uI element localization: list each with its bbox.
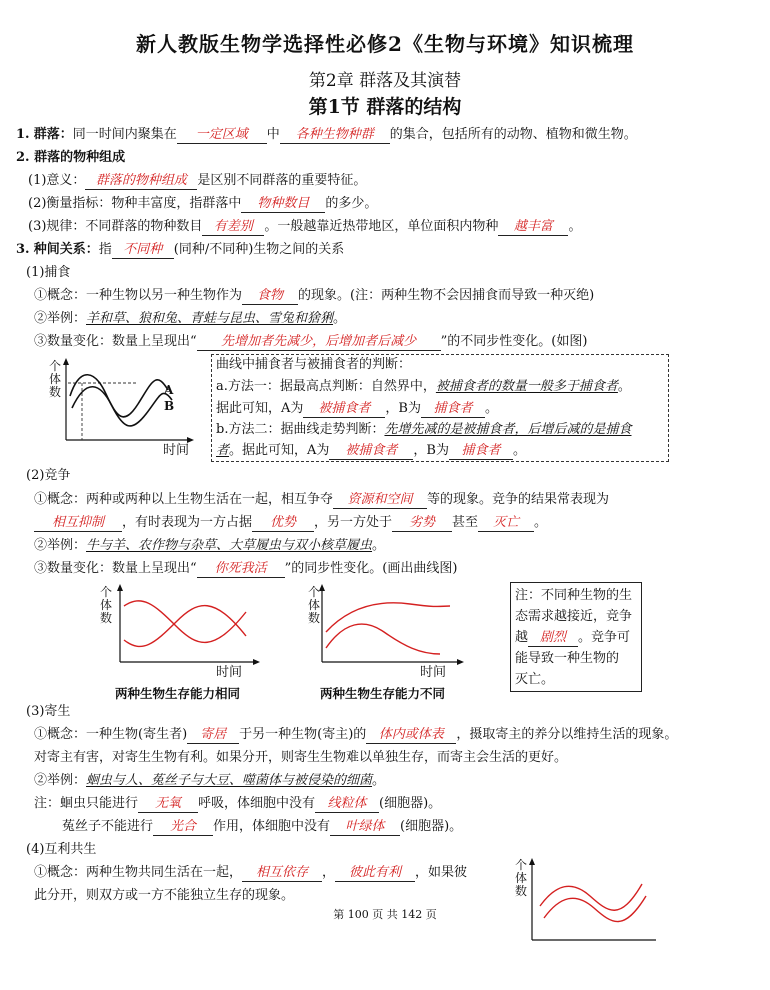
answer-blank: 不同种 — [112, 242, 174, 259]
parasitism-concept-2: 对寄主有害，对寄生生物有利。如果分开，则寄生生物难以单独生存，而寄主会生活的更好。 — [34, 750, 568, 765]
answer-blank: 彼此有利 — [335, 865, 415, 882]
predation-heading: (1)捕食 — [26, 265, 71, 280]
answer-blank: 被捕食者 — [303, 401, 385, 418]
predation-concept: ①概念：一种生物以另一种生物作为 食物 的现象。(注：两种生物不会因捕食而导致一种灭绝) — [34, 288, 595, 303]
answer-blank: 剧烈 — [528, 630, 578, 647]
graph-ylabel: 个 体 数 — [100, 585, 113, 625]
answer-blank: 先增加者先减少，后增加者后减少 — [197, 334, 441, 351]
answer-blank: 捕食者 — [449, 443, 513, 460]
graph-caption-different: 两种生物生存能力不同 — [320, 686, 446, 701]
answer-blank: 劣势 — [392, 515, 452, 532]
curve-b — [72, 387, 175, 426]
curve-a — [70, 375, 168, 417]
box-line5: 者。据此可知，A为 被捕食者 ，B为 捕食者 。 — [216, 443, 526, 458]
answer-blank: 资源和空间 — [333, 492, 427, 509]
curve-b-label: B — [164, 399, 175, 413]
q2-heading: 2. 群落的物种组成 — [16, 150, 126, 165]
graph-xlabel: 时间 — [216, 665, 243, 680]
answer-blank: 捕食者 — [421, 401, 485, 418]
answer-blank: 物种数目 — [241, 196, 325, 213]
q2-meaning: (1)意义： 群落的物种组成 是区别不同群落的重要特征。 — [28, 173, 367, 188]
answer-underline: 蛔虫与人、菟丝子与大豆、噬菌体与被侵染的细菌 — [86, 773, 373, 788]
competition-note: 注：不同种生物的生 态需求越接近，竞争 越 剧烈 。竞争可 能导致一种生物的 灭亡。 — [515, 588, 633, 687]
q1-line: 1. 群落：同一时间内聚集在 一定区域 中 各种生物种群 的集合，包括所有的动物、植物和微生物。 — [16, 127, 637, 142]
graph-caption-same: 两种生物生存能力相同 — [115, 686, 241, 701]
answer-blank: 寄居 — [187, 727, 239, 744]
parasitism-note-2: 菟丝子不能进行 光合 作用，体细胞中没有 叶绿体 (细胞器)。 — [62, 819, 463, 834]
page-footer: 第 100 页 共 142 页 — [333, 908, 437, 921]
competition-heading: (2)竞争 — [26, 468, 71, 483]
competition-concept: ①概念：两种或两种以上生物生活在一起，相互争夺 资源和空间 等的现象。竞争的结果常表现为 — [34, 492, 610, 507]
box-line3: 据此可知，A为 被捕食者 ，B为 捕食者 。 — [216, 401, 498, 416]
curve-a-label: A — [164, 383, 174, 397]
parasitism-example: ②举例：蛔虫与人、菟丝子与大豆、噬菌体与被侵染的细菌。 — [34, 773, 386, 788]
mutualism-graph — [510, 856, 660, 946]
parasitism-concept: ①概念：一种生物(寄生者) 寄居 于另一种生物(寄主)的 体内或体表 ，摄取寄主的养分以维持生活的现象。 — [34, 727, 678, 742]
graph-ylabel: 个 体 数 — [515, 858, 528, 898]
answer-blank: 各种生物种群 — [280, 127, 390, 144]
box-line2: a.方法一：据最高点判断：自然界中，被捕食者的数量一般多于捕食者。 — [216, 379, 631, 394]
box-line1: 曲线中捕食者与被捕食者的判断： — [216, 357, 412, 372]
answer-blank: 叶绿体 — [330, 819, 400, 836]
parasitism-heading: (3)寄生 — [26, 704, 71, 719]
mutualism-concept-2: 此分开，则双方或一方不能独立生存的现象。 — [34, 888, 295, 903]
answer-blank: 群落的物种组成 — [85, 173, 197, 190]
competition-example: ②举例：牛与羊、农作物与杂草、大草履虫与双小核草履虫。 — [34, 538, 386, 553]
competition-concept-2: 相互抑制 ，有时表现为一方占据 优势 ，另一方处于 劣势 甚至 灭亡 。 — [34, 514, 547, 532]
answer-blank: 你死我活 — [197, 561, 285, 578]
predation-example: ②举例：羊和草、狼和兔、青蛙与昆虫、雪兔和猞猁。 — [34, 311, 347, 326]
answer-blank: 优势 — [252, 515, 314, 532]
answer-underline: 羊和草、狼和兔、青蛙与昆虫、雪兔和猞猁 — [86, 311, 334, 326]
answer-blank: 食物 — [242, 288, 298, 305]
mutualism-heading: (4)互利共生 — [26, 842, 97, 857]
answer-blank: 一定区域 — [177, 127, 267, 144]
answer-blank: 有差别 — [202, 219, 264, 236]
competition-change: ③数量变化：数量上呈现出“ 你死我活 ”的同步性变化。(画出曲线图) — [34, 561, 458, 576]
box-line4: b.方法二：据曲线走势判断：先增先减的是被捕食者，后增后减的是捕食 — [216, 422, 632, 437]
answer-blank: 相互依存 — [242, 865, 322, 882]
answer-underline: 牛与羊、农作物与杂草、大草履虫与双小核草履虫 — [86, 538, 373, 553]
graph-xlabel: 时间 — [163, 443, 190, 458]
document-title: 新人教版生物学选择性必修2《生物与环境》知识梳理 — [136, 32, 634, 56]
q3-line: 3. 种间关系：指 不同种 (同种/不同种)生物之间的关系 — [16, 242, 345, 257]
predation-change: ③数量变化：数量上呈现出“ 先增加者先减少，后增加者后减少 ”的不同步性变化。(如图) — [34, 334, 588, 349]
q2-measure: (2)衡量指标：物种丰富度，指群落中 物种数目 的多少。 — [28, 196, 378, 211]
graph-xlabel: 时间 — [420, 665, 447, 680]
graph-ylabel: 个 体 数 — [308, 585, 321, 625]
q2-rule: (3)规律：不同群落的物种数目 有差别 。一般越靠近热带地区，单位面积内物种 越丰富 。 — [28, 219, 582, 234]
graph-ylabel: 个 体 数 — [49, 359, 62, 399]
parasitism-note-1: 注：蛔虫只能进行 无氧 呼吸，体细胞中没有 线粒体 (细胞器)。 — [34, 796, 442, 811]
section-heading: 第1节 群落的结构 — [308, 96, 462, 118]
answer-blank: 灭亡 — [478, 515, 534, 532]
answer-blank: 被捕食者 — [329, 443, 413, 460]
answer-blank: 光合 — [153, 819, 213, 836]
answer-blank: 线粒体 — [315, 796, 379, 813]
answer-blank: 相互抑制 — [34, 515, 122, 532]
answer-blank: 越丰富 — [498, 219, 568, 236]
chapter-heading: 第2章 群落及其演替 — [308, 71, 462, 91]
mutualism-concept: ①概念：两种生物共同生活在一起， 相互依存 ， 彼此有利 ，如果彼 — [34, 865, 468, 880]
answer-blank: 体内或体表 — [366, 727, 456, 744]
answer-blank: 无氧 — [138, 796, 198, 813]
